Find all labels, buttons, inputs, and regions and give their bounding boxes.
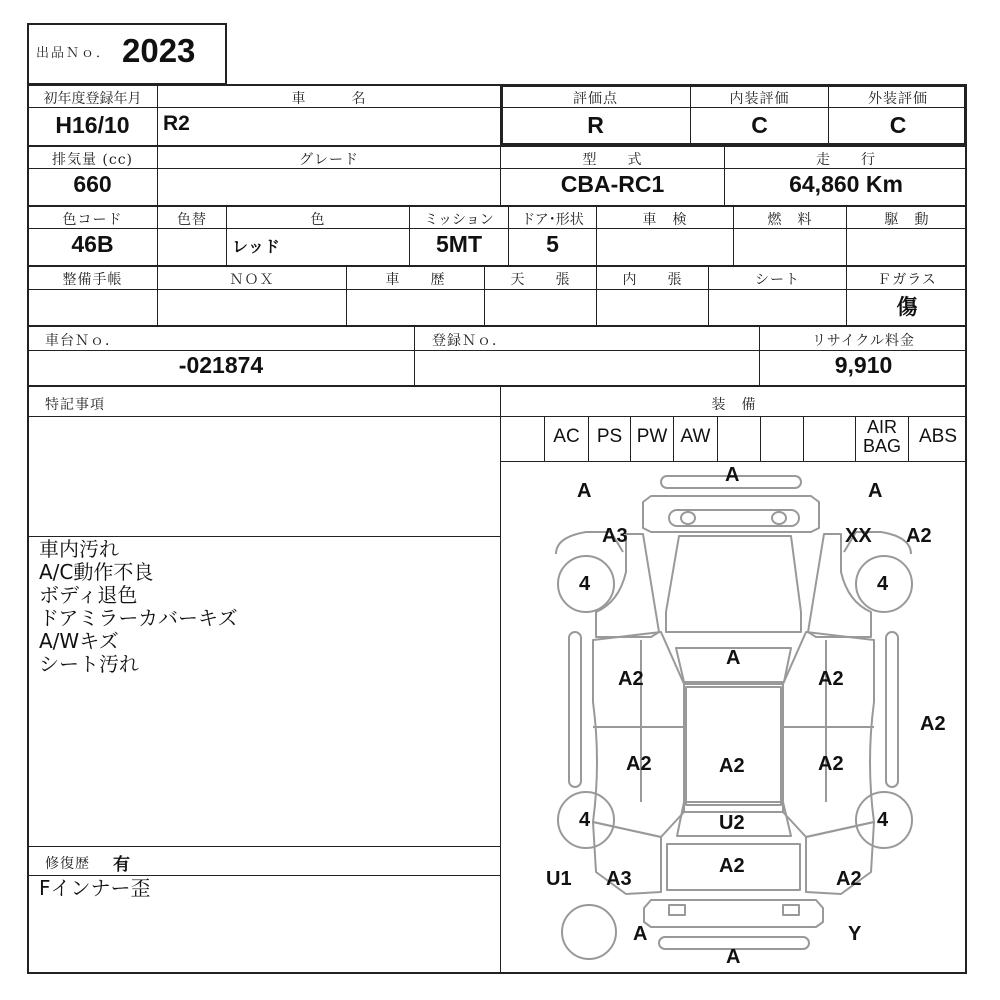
car-name-label: 車 名 xyxy=(291,91,367,107)
chassis-number-value: -021874 xyxy=(178,352,264,378)
mileage-value: 64,860 Km xyxy=(789,171,903,197)
lot-number-label: 出品Ｎｏ． xyxy=(36,46,112,61)
front-glass-label: Ｆガラス xyxy=(877,272,937,288)
color-label: 色 xyxy=(310,212,326,228)
fuel-label: 燃 料 xyxy=(767,212,813,228)
car-name-value: R2 xyxy=(163,112,190,135)
damage-left-quarter: A3 xyxy=(606,868,632,890)
damage-roof: A xyxy=(726,647,741,669)
car-diagram xyxy=(501,462,966,973)
damage-right-front-door: A2 xyxy=(818,668,844,690)
damage-rear-left: A xyxy=(633,923,648,945)
damage-right-front-fender: A2 xyxy=(906,525,932,547)
model-value: CBA-RC1 xyxy=(560,171,665,197)
damage-rear-glass: U2 xyxy=(719,812,745,834)
tire-front-right: 4 xyxy=(877,573,889,595)
drive-label: 駆 動 xyxy=(884,212,930,228)
front-glass-value: 傷 xyxy=(896,294,918,319)
seat-label: シート xyxy=(755,272,800,288)
tire-rear-right: 4 xyxy=(877,809,889,831)
damage-right-front-fender-xx: XX xyxy=(845,525,872,547)
equip-abs: ABS xyxy=(918,426,958,447)
damage-right-rear-door: A2 xyxy=(818,753,844,775)
first-registration-value: H16/10 xyxy=(55,112,130,138)
remark-line: 車内汚れ xyxy=(39,537,119,561)
lot-number-value: 2023 xyxy=(122,32,196,69)
damage-rear-right: Y xyxy=(848,923,862,945)
door-label: ドア･形状 xyxy=(521,212,584,228)
damage-front-right: A xyxy=(868,480,883,502)
equip-airbag: AIR BAG xyxy=(862,417,901,456)
damage-front-left: A xyxy=(577,480,592,502)
inner-lining-label: 内 張 xyxy=(622,272,683,288)
registration-number-label: 登録Ｎｏ． xyxy=(432,333,507,349)
damage-left-front-door: A2 xyxy=(618,668,644,690)
remark-line: A/Wキズ xyxy=(39,629,119,653)
equip-aw: AW xyxy=(680,426,711,447)
exterior-grade-label: 外装評価 xyxy=(868,91,928,107)
remarks-list xyxy=(39,538,238,676)
inspection-label: 車 検 xyxy=(642,212,688,228)
recycle-fee-label: リサイクル料金 xyxy=(811,333,916,349)
model-label: 型 式 xyxy=(582,152,643,168)
damage-right-sill: A2 xyxy=(920,713,946,735)
first-registration-label: 初年度登録年月 xyxy=(43,91,142,107)
damage-hatch: A2 xyxy=(719,855,745,877)
damage-left-rear-u: U1 xyxy=(546,868,572,890)
repair-note: Fインナー歪 xyxy=(39,876,151,900)
tire-rear-left: 4 xyxy=(579,809,591,831)
mission-value: 5MT xyxy=(436,231,482,257)
grade-label: グレード xyxy=(299,152,359,168)
displacement-label: 排気量 (cc) xyxy=(51,152,134,168)
repair-history-value: 有 xyxy=(113,855,130,875)
equip-ac: AC xyxy=(553,426,580,447)
chassis-number-label: 車台Ｎｏ． xyxy=(45,333,120,349)
interior-grade-value: C xyxy=(751,112,768,138)
color-code-value: 46B xyxy=(71,231,114,257)
equipment-label: 装 備 xyxy=(711,397,757,413)
exterior-grade-value: C xyxy=(889,112,907,138)
equip-ps: PS xyxy=(596,426,623,447)
headliner-label: 天 張 xyxy=(510,272,571,288)
mission-label: ミッション xyxy=(424,212,494,228)
repaint-label: 色替 xyxy=(177,212,207,228)
recycle-fee-value: 9,910 xyxy=(834,352,893,378)
mileage-label: 走 行 xyxy=(816,152,876,168)
damage-right-quarter: A2 xyxy=(836,868,862,890)
remark-line: A/C動作不良 xyxy=(39,560,154,584)
maintenance-book-label: 整備手帳 xyxy=(62,272,123,288)
repair-history-label: 修復歴 xyxy=(45,856,90,872)
door-value: 5 xyxy=(546,231,559,257)
damage-center: A2 xyxy=(719,755,745,777)
score-value: R xyxy=(587,112,604,138)
damage-front-center: A xyxy=(725,464,740,486)
damage-left-front-fender: A3 xyxy=(602,525,628,547)
score-label: 評価点 xyxy=(573,91,618,107)
car-history-label: 車 歴 xyxy=(385,272,446,288)
remark-line: ボディ退色 xyxy=(39,583,138,607)
nox-label: ＮＯＸ xyxy=(229,272,275,288)
equip-pw: PW xyxy=(636,426,668,447)
displacement-value: 660 xyxy=(73,171,112,197)
color-code-label: 色コード xyxy=(62,212,123,228)
remark-line: ドアミラーカバーキズ xyxy=(39,606,238,630)
remarks-label: 特記事項 xyxy=(45,397,105,413)
color-value: レッド xyxy=(232,239,280,256)
interior-grade-label: 内装評価 xyxy=(729,91,790,107)
tire-front-left: 4 xyxy=(579,573,591,595)
remark-line: シート汚れ xyxy=(39,652,139,676)
damage-left-rear-door: A2 xyxy=(626,753,652,775)
damage-rear-center: A xyxy=(726,946,741,968)
